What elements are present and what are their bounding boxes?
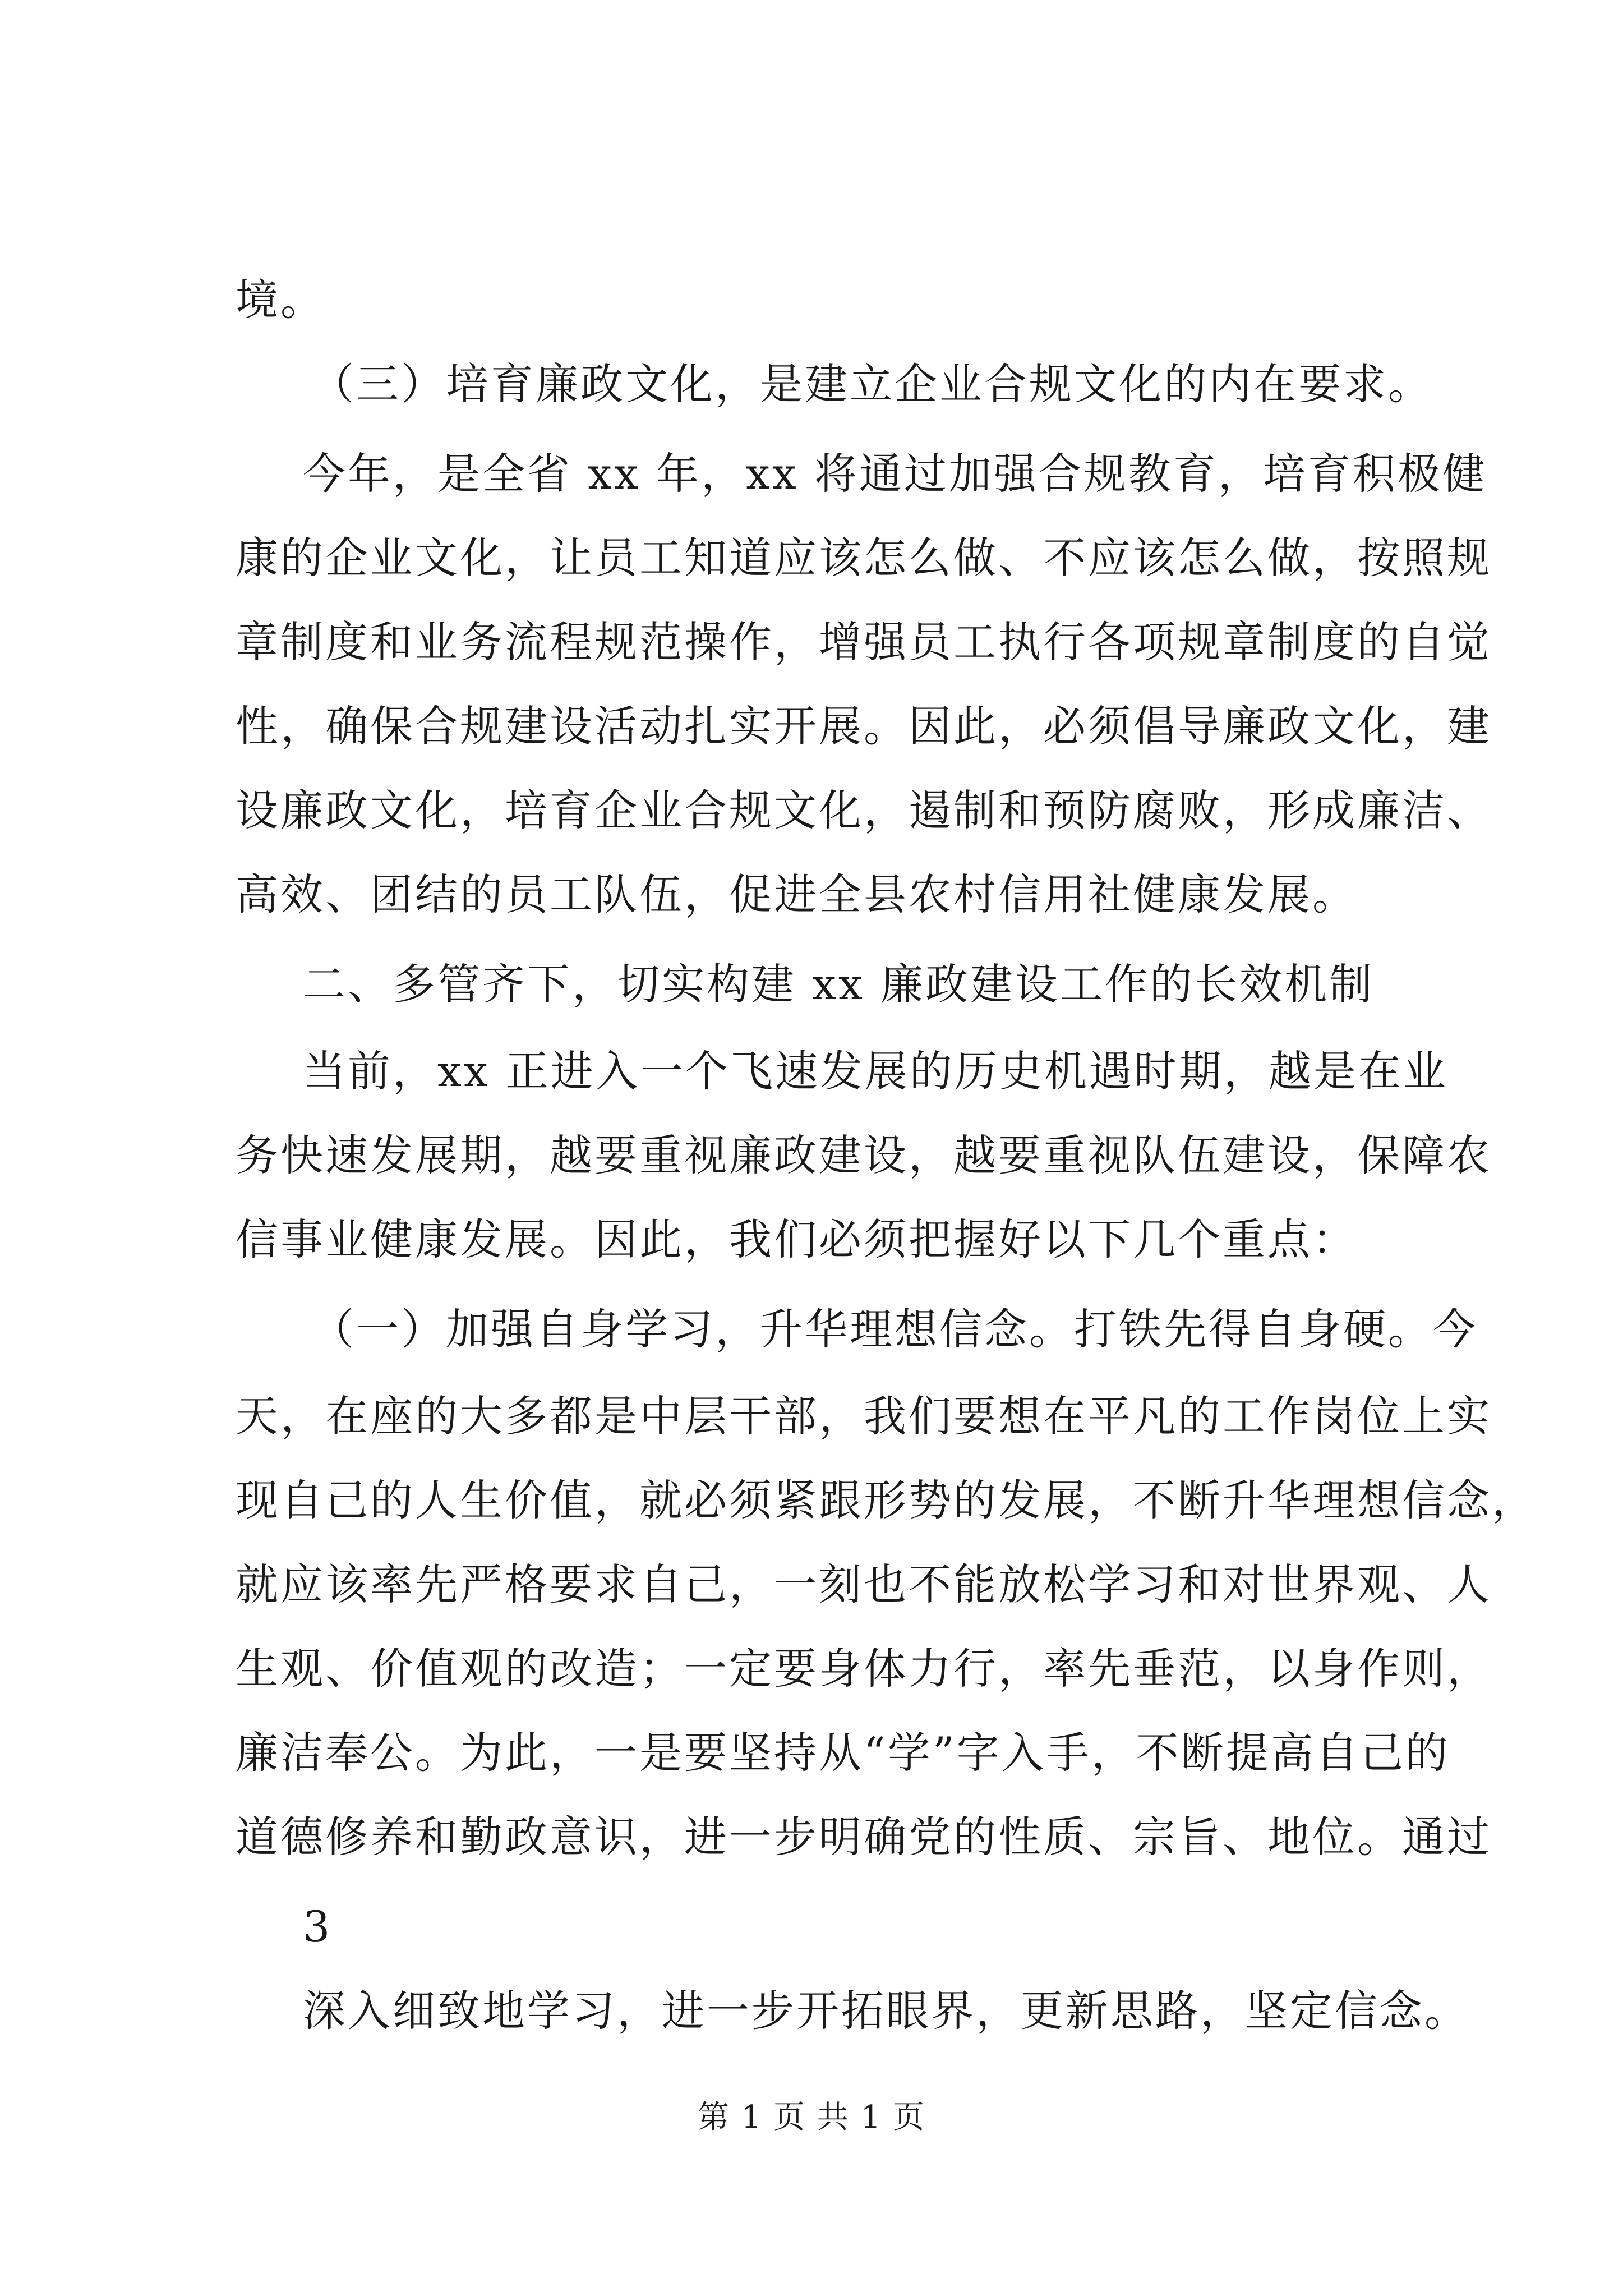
text-line: 章制度和业务流程规范操作，增强员工执行各项规章制度的自觉 [236, 617, 1492, 667]
text-line: 天，在座的大多都是中层干部，我们要想在平凡的工作岗位上实 [236, 1391, 1492, 1441]
text-line: 务快速发展期，越要重视廉政建设，越要重视队伍建设，保障农 [236, 1130, 1492, 1180]
section-heading: （三）培育廉政文化，是建立企业合规文化的内在要求。 [311, 359, 1433, 409]
text-line: 道德修养和勤政意识，进一步明确党的性质、宗旨、地位。通过 [236, 1812, 1492, 1862]
text-line: 境。 [236, 275, 325, 325]
text-line: 设廉政文化，培育企业合规文化，遏制和预防腐败，形成廉洁、 [236, 785, 1492, 835]
text-line: 就应该率先严格要求自己，一刻也不能放松学习和对世界观、人 [236, 1559, 1492, 1609]
page-footer: 第 1 页 共 1 页 [697, 2099, 926, 2136]
text-line: 现自己的人生价值，就必须紧跟形势的发展，不断升华理想信念， [236, 1475, 1537, 1525]
text-line: 信事业健康发展。因此，我们必须把握好以下几个重点： [236, 1214, 1357, 1264]
text-line: 廉洁奉公。为此，一是要坚持从“学”字入手，不断提高自己的 [236, 1728, 1450, 1778]
section-heading: （一）加强自身学习，升华理想信念。打铁先得自身硬。今 [311, 1304, 1478, 1354]
text-line: 高效、团结的员工队伍，促进全县农村信用社健康发展。 [236, 869, 1357, 919]
text-line: 性，确保合规建设活动扎实开展。因此，必须倡导廉政文化，建 [236, 701, 1492, 751]
text-line: 生观、价值观的改造；一定要身体力行，率先垂范，以身作则， [236, 1644, 1492, 1694]
section-heading: 二、多管齐下，切实构建 xx 廉政建设工作的长效机制 [303, 959, 1375, 1009]
text-line: 深入细致地学习，进一步开拓眼界，更新思路，坚定信念。 [303, 1986, 1469, 2036]
page-number-inline: 3 [303, 1902, 333, 1952]
text-line: 当前，xx 正进入一个飞速发展的历史机遇时期，越是在业 [303, 1046, 1448, 1096]
text-line: 今年，是全省 xx 年，xx 将通过加强合规教育，培育积极健 [303, 449, 1487, 499]
text-line: 康的企业文化，让员工知道应该怎么做、不应该怎么做，按照规 [236, 533, 1492, 583]
